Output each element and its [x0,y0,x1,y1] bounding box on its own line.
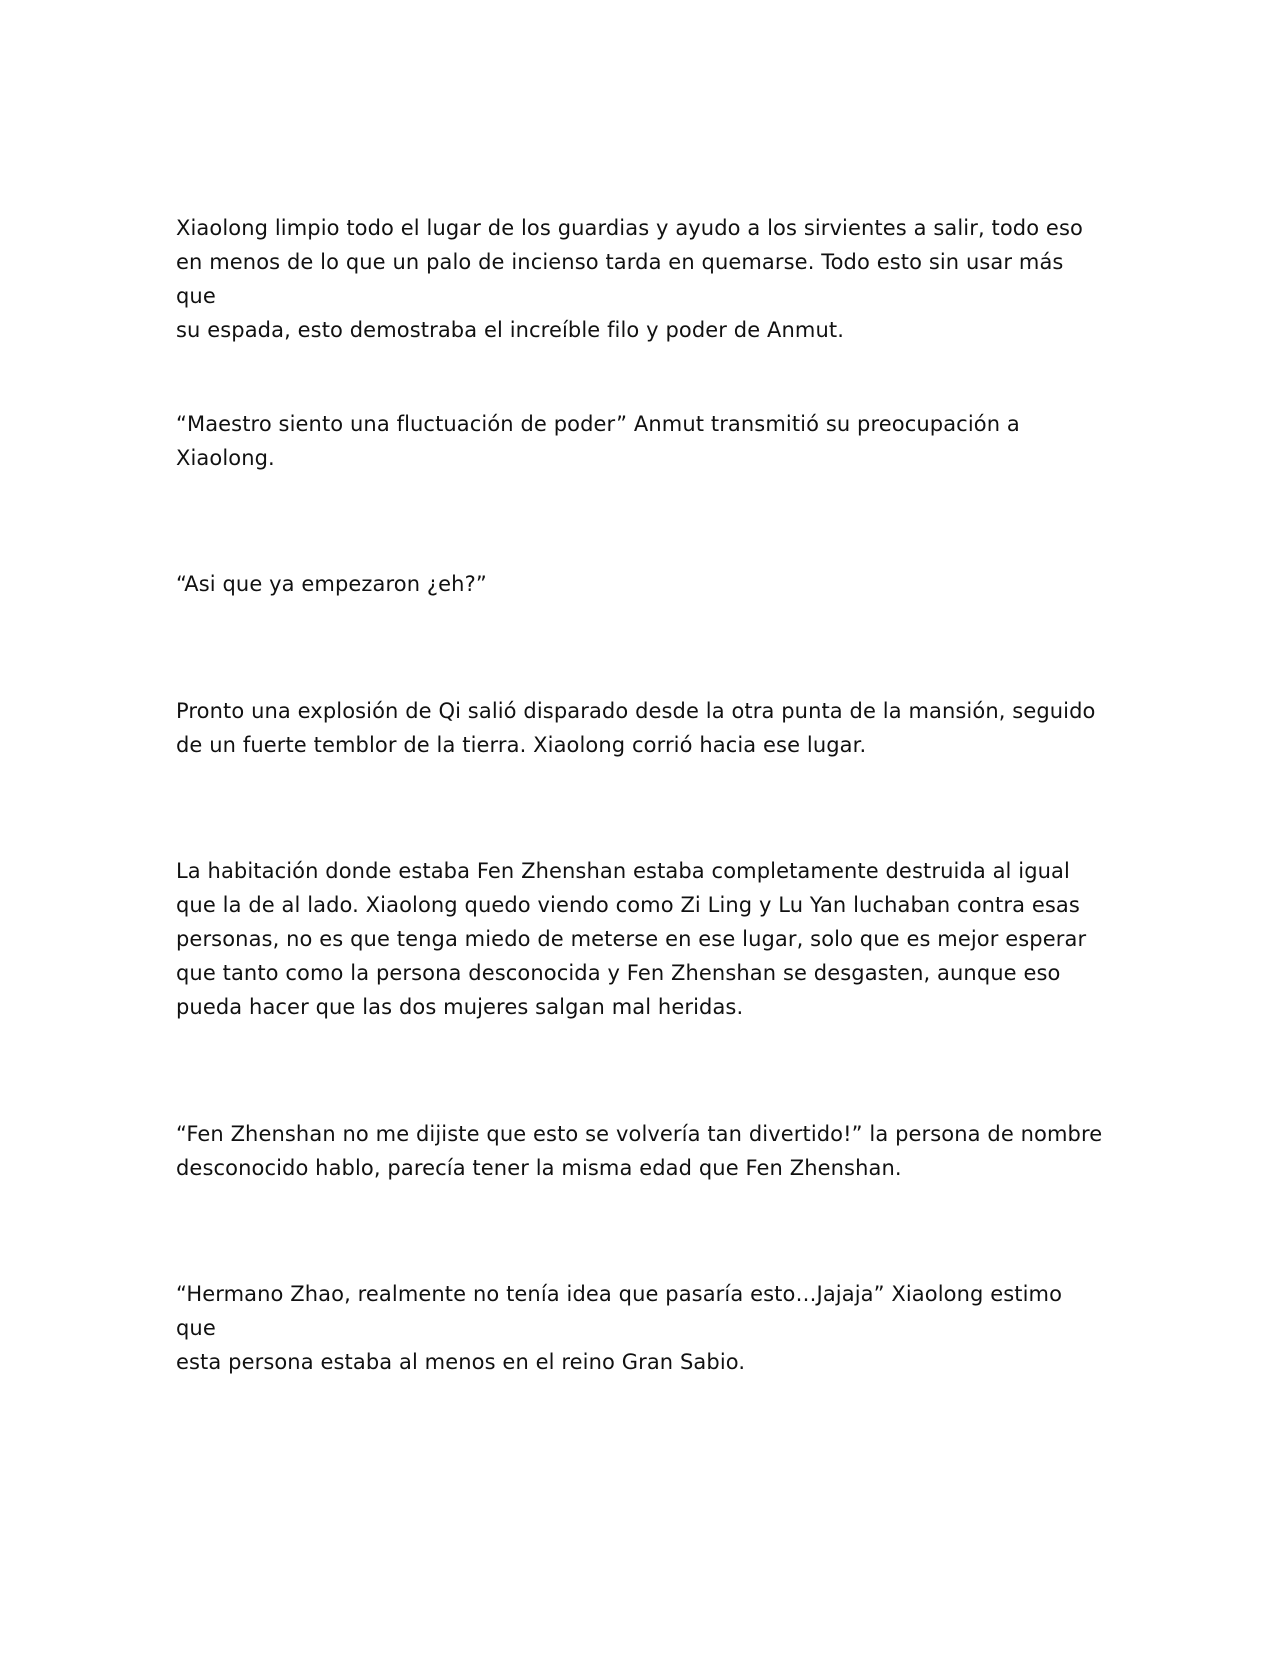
paragraph-3: “Asi que ya empezaron ¿eh?” [176,572,487,596]
paragraph-7: “Hermano Zhao, realmente no tenía idea que pasaría esto…Jajaja” Xiaolong estimo que esta persona estaba al menos en el reino Gran Sabio. [176,1282,1063,1374]
paragraph-2: “Maestro siento una fluctuación de poder” Anmut transmitió su preocupación a Xiaolong. [176,412,1020,470]
paragraph-1: Xiaolong limpio todo el lugar de los guardias y ayudo a los sirvientes a salir, todo eso en menos de lo que un palo de incienso tarda en quemarse. Todo esto sin usar más que su espada, esto demostraba el increíble filo y poder de Anmut. [176,216,1083,342]
paragraph-6: “Fen Zhenshan no me dijiste que esto se volvería tan divertido!” la persona de nombre desconocido hablo, parecía tener la misma edad que Fen Zhenshan. [176,1122,1103,1180]
paragraph-4: Pronto una explosión de Qi salió disparado desde la otra punta de la mansión, seguido de un fuerte temblor de la tierra. Xiaolong corrió hacia ese lugar. [176,699,1096,757]
paragraph-5: La habitación donde estaba Fen Zhenshan estaba completamente destruida al igual que la de al lado. Xiaolong quedo viendo como Zi Ling y Lu Yan luchaban contra esas personas, no es que tenga miedo de meterse en ese lugar, solo que es mejor esperar que tanto como la persona desconocida y Fen Zhenshan se desgasten, aunque eso pueda hacer que las dos mujeres salgan mal heridas. [176,859,1087,1019]
